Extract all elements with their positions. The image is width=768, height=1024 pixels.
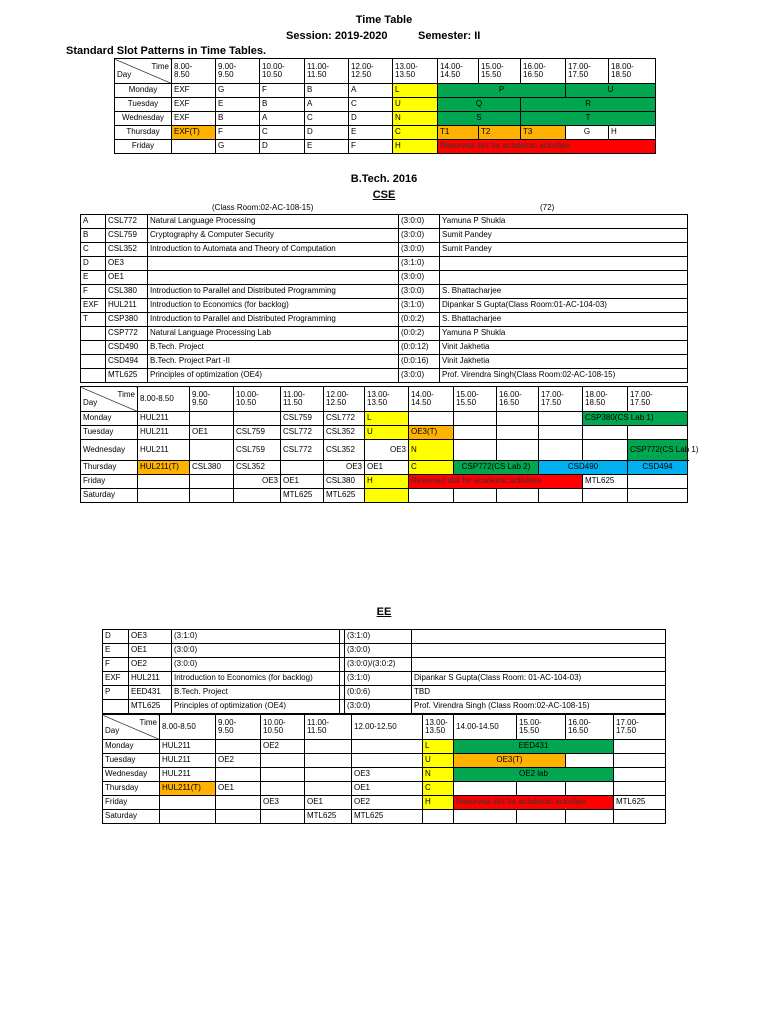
table-row [103,810,666,824]
slot-cell: CSL352 [324,440,365,461]
time-header: 10.00- 10.50 [260,59,305,84]
slot-cell: OE3(T) [409,426,454,440]
time-header: 17.00- 17.50 [628,387,688,412]
slot-cell: OE2 [216,754,261,768]
course-cell: Vinit Jakhetia [440,355,688,369]
course-row [103,672,666,686]
day-cell: Thursday [103,782,160,796]
course-row [103,686,666,700]
course-cell: CSD490 [106,341,148,355]
course-cell: CSL352 [106,243,148,257]
time-header: 18.00- 18.50 [583,387,628,412]
course-cell: Introduction to Parallel and Distributed Programming [148,313,399,327]
day-cell: Wednesday [81,440,138,461]
slot-cell: CSL772 [281,426,324,440]
slot-cell: OE1 [305,796,352,810]
slot-cell: C [349,98,393,112]
slot-cell: HUL211(T) [138,461,190,475]
course-cell: D [103,630,129,644]
course-cell: Introduction to Economics (for backlog) [148,299,399,313]
slot-cell: OE3 [234,475,281,489]
course-cell: Introduction to Parallel and Distributed Programming [148,285,399,299]
slot-cell: MTL625 [305,810,352,824]
slot-cell: MTL625 [352,810,423,824]
course-cell: EED431 [129,686,172,700]
course-cell: HUL211 [106,299,148,313]
slot-cell: L [365,412,409,426]
time-header: 15.00- 15.50 [479,59,521,84]
slot-cell: R [521,98,656,112]
slot-cell: CSL759 [234,426,281,440]
course-cell: Natural Language Processing Lab [148,327,399,341]
course-cell [440,257,688,271]
slot-cell: CSL352 [234,461,281,475]
course-cell: S. Bhattacharjee [440,313,688,327]
slot-cell: OE1 [352,782,423,796]
slot-cell: G [216,84,260,98]
slot-cell: N [423,768,454,782]
slot-cell: OE1 [281,475,324,489]
course-cell: Prof. Virendra Singh(Class Room:02-AC-108-15) [440,369,688,383]
course-cell [148,271,399,285]
slot-cell: G [216,140,260,154]
course-row [81,369,688,383]
slot-cell: CSL772 [324,412,365,426]
slot-cell: CSL352 [324,426,365,440]
course-cell [81,341,106,355]
time-header: 16.00- 16.50 [566,715,614,740]
course-cell: Principles of optimization (OE4) [148,369,399,383]
table-row [103,740,666,754]
slot-cell: MTL625 [324,489,365,503]
slot-cell: OE1 [190,426,234,440]
course-cell: B [81,229,106,243]
course-row [103,658,666,672]
course-cell: Cryptography & Computer Security [148,229,399,243]
corner-cell: Time Day [81,387,138,412]
slot-cell: CSD490 [539,461,628,475]
slot-cell: T2 [479,126,521,140]
course-cell: OE2 [129,658,172,672]
slot-cell: OE2 [261,740,305,754]
course-cell: (3:0:0) [345,700,412,714]
time-header: 11.00- 11.50 [305,59,349,84]
slot-cell: T [521,112,656,126]
day-cell: Tuesday [81,426,138,440]
course-cell: B.Tech. Project Part -II [148,355,399,369]
course-cell: (3:0:0) [399,215,440,229]
course-cell: (3:0:0) [399,271,440,285]
slot-cell: HUL211 [138,426,190,440]
course-cell: EXF [103,672,129,686]
table-row [81,426,688,440]
course-cell: Sumit Pandey [440,243,688,257]
slot-cell: CSL759 [281,412,324,426]
cse-btech-heading: B.Tech. 2016 [350,173,418,185]
course-cell: CSP380 [106,313,148,327]
course-row [81,355,688,369]
course-cell: (0:0:6) [345,686,412,700]
course-cell: MTL625 [129,700,172,714]
course-cell: CSP772 [106,327,148,341]
course-cell: (3:0:0)/(3:0:2) [345,658,412,672]
table-row [103,754,666,768]
slot-cell: CSL772 [281,440,324,461]
course-cell: Introduction to Economics (for backlog) [172,672,340,686]
slot-cell: HUL211 [160,768,216,782]
slot-cell: H [423,796,454,810]
reserved-slot-cell: Reserved slot for academic activities [438,140,656,154]
day-cell: Tuesday [115,98,172,112]
corner-cell: Time Day [115,59,172,84]
course-cell: Dipankar S Gupta(Class Room: 01-AC-104-03) [412,672,666,686]
slot-cell: F [260,84,305,98]
slot-cell: S [438,112,521,126]
ee-course-table [102,629,666,714]
course-row [81,215,688,229]
slot-cell: F [349,140,393,154]
course-cell: (3:0:0) [399,229,440,243]
table-row [81,475,688,489]
time-header: 14.00-14.50 [454,715,517,740]
course-cell: CSL772 [106,215,148,229]
table-row [81,489,688,503]
time-header: 9.00- 9.50 [216,59,260,84]
slot-cell: C [260,126,305,140]
ee-timetable [102,714,666,824]
table-row [115,140,656,154]
slot-cell: C [305,112,349,126]
day-cell: Thursday [115,126,172,140]
table-row [115,112,656,126]
time-header: 13.00- 13.50 [393,59,438,84]
slot-cell: OE1 [216,782,261,796]
course-cell: E [81,271,106,285]
day-cell: Friday [103,796,160,810]
slot-cell: B [216,112,260,126]
course-cell: P [103,686,129,700]
slot-cell: EXF [172,98,216,112]
time-header: 17.00- 17.50 [566,59,609,84]
course-row [103,644,666,658]
cse-course-table [80,214,688,383]
time-header: 11.00- 11.50 [281,387,324,412]
course-row [81,299,688,313]
slot-cell: CSP772(CS Lab 2) [454,461,539,475]
corner-cell: Time Day [103,715,160,740]
course-cell: OE3 [129,630,172,644]
slot-cell: P [438,84,566,98]
day-cell: Wednesday [115,112,172,126]
course-cell: Natural Language Processing [148,215,399,229]
cse-classroom: (Class Room:02-AC-108-15) [212,203,314,212]
day-cell: Friday [81,475,138,489]
slot-cell: E [305,140,349,154]
time-header: 16.00- 16.50 [521,59,566,84]
course-cell: (3:1:0) [399,257,440,271]
slot-cell: H [393,140,438,154]
day-cell: Monday [103,740,160,754]
ee-dept-heading: EE [376,606,392,618]
course-cell: D [81,257,106,271]
slot-cell: MTL625 [281,489,324,503]
course-cell: OE1 [106,271,148,285]
course-cell: Dipankar S Gupta(Class Room:01-AC-104-03) [440,299,688,313]
course-row [81,327,688,341]
time-header: 9.00- 9.50 [190,387,234,412]
course-cell: (0:0:16) [399,355,440,369]
course-cell: F [103,658,129,672]
table-row [115,84,656,98]
course-cell: (3:0:0) [399,369,440,383]
course-row [81,313,688,327]
course-cell: Introduction to Automata and Theory of Computation [148,243,399,257]
course-cell: (3:0:0) [172,644,340,658]
course-cell: (3:0:0) [399,243,440,257]
course-cell: OE3 [106,257,148,271]
slot-cell: C [423,782,454,796]
slot-cell: HUL211 [160,740,216,754]
semester-label: Semester: II [418,30,481,42]
course-cell [81,369,106,383]
slot-cell: OE2 [352,796,423,810]
reserved-slot-cell: Reserved slot for academic activities [409,475,583,489]
time-header: 10.00- 10.50 [261,715,305,740]
table-row [103,768,666,782]
course-cell: (0:0:2) [399,327,440,341]
slot-cell: OE1 [365,461,409,475]
slot-cell: CSD494 [628,461,688,475]
course-cell: B.Tech. Project [172,686,340,700]
slot-cell: HUL211 [160,754,216,768]
time-header: 14.00- 14.50 [409,387,454,412]
time-header: 12.00- 12.50 [349,59,393,84]
slot-cell: HUL211 [138,412,190,426]
slot-cell: MTL625 [614,796,666,810]
slot-cell: CSL380 [190,461,234,475]
slot-cell [172,140,216,154]
slot-cell: D [349,112,393,126]
course-cell: Prof. Virendra Singh (Class Room:02-AC-108-15) [412,700,666,714]
time-header: 8.00- 8.50 [172,59,216,84]
slot-cell: OE3 [324,461,365,475]
time-header: 8.00-8.50 [160,715,216,740]
cse-timetable [80,386,699,503]
page-title: Time Table [355,14,413,26]
slot-cell: D [305,126,349,140]
slot-cell: EXF(T) [172,126,216,140]
slot-cell: N [409,440,454,461]
course-cell: C [81,243,106,257]
slot-cell: HUL211 [138,440,190,461]
slot-cell: CSP380(CS Lab 1) [583,412,688,426]
slot-cell: A [305,98,349,112]
course-row [81,243,688,257]
day-cell: Monday [115,84,172,98]
course-cell: CSL380 [106,285,148,299]
course-cell: CSD494 [106,355,148,369]
table-row [81,461,688,475]
course-row [81,341,688,355]
course-cell: Principles of optimization (OE4) [172,700,340,714]
time-header: 10.00- 10.50 [234,387,281,412]
time-header: 18.00- 18.50 [609,59,656,84]
slot-cell: D [260,140,305,154]
table-row [115,98,656,112]
slot-cell: OE3 [365,440,409,461]
course-cell [103,700,129,714]
slot-cell: E [349,126,393,140]
course-cell: TBD [412,686,666,700]
slot-cell: A [260,112,305,126]
time-header: 12.00-12.50 [352,715,423,740]
course-cell: A [81,215,106,229]
slot-cell: EXF [172,84,216,98]
course-cell: (3:1:0) [172,630,340,644]
slot-cell: A [349,84,393,98]
slot-cell: MTL625 [583,475,628,489]
time-header: 13.00- 13.50 [423,715,454,740]
slot-cell: CSL380 [324,475,365,489]
slot-cell: U [365,426,409,440]
table-row [103,796,666,810]
time-header: 15.00- 15.50 [454,387,497,412]
slot-cell: OE3(T) [454,754,566,768]
slot-cell: U [566,84,656,98]
course-row [81,257,688,271]
slot-cell: E [216,98,260,112]
day-cell: Saturday [81,489,138,503]
time-header: 13.00- 13.50 [365,387,409,412]
course-cell: MTL625 [106,369,148,383]
course-cell: T [81,313,106,327]
slot-cell: C [409,461,454,475]
day-cell: Thursday [81,461,138,475]
slot-cell: L [423,740,454,754]
time-header: 8.00-8.50 [138,387,190,412]
cse-strength: (72) [540,203,555,212]
slot-cell: CSP772(CS Lab 1) [628,440,688,461]
course-cell: (3:1:0) [345,630,412,644]
table-row [81,440,688,461]
slot-cell: U [423,754,454,768]
slot-cell: HUL211(T) [160,782,216,796]
course-cell: F [81,285,106,299]
course-cell [412,630,666,644]
time-header: 9.00- 9.50 [216,715,261,740]
time-header: 12.00- 12.50 [324,387,365,412]
time-header: 11.00- 11.50 [305,715,352,740]
course-cell [148,257,399,271]
course-row [103,630,666,644]
course-cell [412,644,666,658]
slot-cell: H [609,126,656,140]
slot-cell: B [305,84,349,98]
course-cell: (3:0:0) [399,285,440,299]
course-cell: Yamuna P Shukla [440,327,688,341]
course-cell: B.Tech. Project [148,341,399,355]
slot-cell: B [260,98,305,112]
course-row [103,700,666,714]
time-header: 14.00- 14.50 [438,59,479,84]
time-header: 16.00- 16.50 [497,387,539,412]
slot-cell: U [393,98,438,112]
slot-cell: Q [438,98,521,112]
course-cell: (3:0:0) [172,658,340,672]
course-cell: E [103,644,129,658]
course-row [81,271,688,285]
course-cell: (3:1:0) [345,672,412,686]
day-cell: Tuesday [103,754,160,768]
course-cell: EXF [81,299,106,313]
course-cell [412,658,666,672]
course-cell: (3:0:0) [345,644,412,658]
slot-cell: G [566,126,609,140]
slot-pattern-table [114,58,656,154]
course-cell [440,271,688,285]
time-header: 17.00- 17.50 [539,387,583,412]
slot-cell: T3 [521,126,566,140]
course-cell: CSL759 [106,229,148,243]
course-cell: (0:0:2) [399,313,440,327]
course-cell [81,355,106,369]
slot-pattern-heading: Standard Slot Patterns in Time Tables. [66,45,267,57]
course-cell: (0:0:12) [399,341,440,355]
course-cell: (3:1:0) [399,299,440,313]
time-header: 15.00- 15.50 [517,715,566,740]
course-row [81,285,688,299]
course-row [81,229,688,243]
day-cell: Saturday [103,810,160,824]
slot-cell: EXF [172,112,216,126]
table-row [115,126,656,140]
slot-cell: OE2 lab [454,768,614,782]
time-header: 17.00- 17.50 [614,715,666,740]
course-cell: Sumit Pandey [440,229,688,243]
course-cell: HUL211 [129,672,172,686]
course-cell: Vinit Jakhetia [440,341,688,355]
course-cell [81,327,106,341]
day-cell: Wednesday [103,768,160,782]
slot-cell: T1 [438,126,479,140]
course-cell: OE1 [129,644,172,658]
slot-cell: H [365,475,409,489]
slot-cell: F [216,126,260,140]
slot-cell: C [393,126,438,140]
slot-cell: CSL759 [234,440,281,461]
slot-cell: N [393,112,438,126]
course-cell: S. Bhattacharjee [440,285,688,299]
table-row [103,782,666,796]
slot-cell: L [393,84,438,98]
slot-cell: OE3 [261,796,305,810]
table-row [81,412,688,426]
course-cell: Yamuna P Shukla [440,215,688,229]
session-label: Session: 2019-2020 [286,30,388,42]
slot-cell: OE3 [352,768,423,782]
slot-cell: EED431 [454,740,614,754]
day-cell: Monday [81,412,138,426]
reserved-slot-cell: Reserved slot for academic activities [454,796,614,810]
day-cell: Friday [115,140,172,154]
cse-dept-heading: CSE [372,189,396,201]
